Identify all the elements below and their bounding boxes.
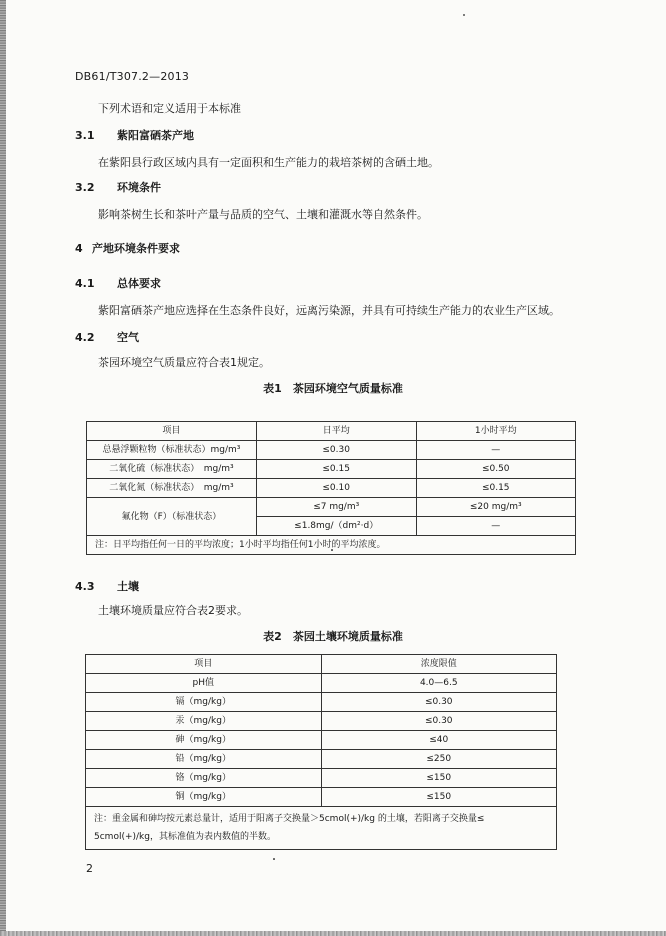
table-2-note-line-1: 注：重金属和砷均按元素总量计，适用于阳离子交换量＞5cmol(+)/kg 的土壤，若阳离子交换量≤ <box>94 814 485 824</box>
scanner-edge-bottom <box>0 931 666 936</box>
section-3-1-number: 3.1 <box>75 129 95 142</box>
table-2-caption: 表2 茶园土壤环境质量标准 <box>263 630 403 643</box>
table-cell: 二氧化氮（标准状态） mg/m³ <box>87 479 257 498</box>
table-2-note-line-2: 5cmol(+)/kg，其标准值为表内数值的半数。 <box>94 832 276 842</box>
section-4-3-title: 土壤 <box>117 580 139 593</box>
table-cell: ≤0.50 <box>416 460 575 479</box>
table-cell: 汞（mg/kg） <box>86 712 322 731</box>
table-1-caption: 表1 茶园环境空气质量标准 <box>263 382 403 395</box>
table-cell: 砷（mg/kg） <box>86 731 322 750</box>
table-cell: ≤0.30 <box>321 693 556 712</box>
table-cell: 总悬浮颗粒物（标准状态）mg/m³ <box>87 441 257 460</box>
table-header-row <box>87 422 576 441</box>
table-header-cell: 1小时平均 <box>416 422 575 441</box>
table-cell-fluoride: 氟化物（F）（标准状态） <box>87 498 257 536</box>
table-row <box>86 769 557 788</box>
table-cell: ≤0.10 <box>256 479 416 498</box>
table-1-note: 注：日平均指任何一日的平均浓度；1小时平均指任何1小时的平均浓度。 <box>87 536 576 555</box>
table-cell: — <box>416 517 575 536</box>
table-header-row <box>86 655 557 674</box>
table-cell: ≤0.15 <box>256 460 416 479</box>
table-row <box>87 498 576 517</box>
table-row <box>87 479 576 498</box>
table-header-cell: 日平均 <box>256 422 416 441</box>
table-note-row <box>86 807 557 850</box>
section-3-2-body: 影响茶树生长和茶叶产量与品质的空气、土壤和灌溉水等自然条件。 <box>98 208 428 221</box>
page-number: 2 <box>86 862 93 875</box>
table-header-cell: 项目 <box>86 655 322 674</box>
table-row <box>86 674 557 693</box>
table-cell: ≤40 <box>321 731 556 750</box>
section-4-1-body: 紫阳富硒茶产地应选择在生态条件良好，远离污染源，并具有可持续生产能力的农业生产区域。 <box>98 304 560 317</box>
table-note-row <box>87 536 576 555</box>
table-row <box>86 712 557 731</box>
table-cell: pH值 <box>86 674 322 693</box>
table-cell: 铜（mg/kg） <box>86 788 322 807</box>
table-row <box>87 460 576 479</box>
scanner-edge-left <box>0 0 6 936</box>
table-header-cell: 浓度限值 <box>321 655 556 674</box>
intro-text: 下列术语和定义适用于本标准 <box>98 102 241 115</box>
scan-speck <box>273 858 275 860</box>
section-3-1-body: 在紫阳县行政区域内具有一定面积和生产能力的栽培茶树的含硒土地。 <box>98 156 439 169</box>
table-row <box>86 750 557 769</box>
document-code: DB61/T307.2—2013 <box>75 70 190 83</box>
section-3-2-number: 3.2 <box>75 181 95 194</box>
table-cell: ≤0.15 <box>416 479 575 498</box>
table-cell: ≤0.30 <box>321 712 556 731</box>
section-4-title: 产地环境条件要求 <box>92 242 180 255</box>
table-cell: — <box>416 441 575 460</box>
section-4-2-body: 茶园环境空气质量应符合表1规定。 <box>98 356 270 369</box>
table-row <box>87 441 576 460</box>
table-cell: 铬（mg/kg） <box>86 769 322 788</box>
table-cell: ≤7 mg/m³ <box>256 498 416 517</box>
section-4-3-number: 4.3 <box>75 580 95 593</box>
table-cell: ≤150 <box>321 788 556 807</box>
table-row <box>86 693 557 712</box>
table-cell: ≤250 <box>321 750 556 769</box>
table-cell: ≤150 <box>321 769 556 788</box>
table-cell: 二氧化硫（标准状态） mg/m³ <box>87 460 257 479</box>
table-2-soil-quality <box>85 654 557 850</box>
table-1-air-quality <box>86 421 576 555</box>
table-2-note <box>86 807 557 850</box>
section-4-2-title: 空气 <box>117 331 139 344</box>
section-4-1-title: 总体要求 <box>117 277 161 290</box>
section-4-1-number: 4.1 <box>75 277 95 290</box>
section-4-3-body: 土壤环境质量应符合表2要求。 <box>98 604 248 617</box>
table-cell: ≤20 mg/m³ <box>416 498 575 517</box>
table-row <box>86 788 557 807</box>
scan-speck <box>463 14 465 16</box>
table-cell: ≤0.30 <box>256 441 416 460</box>
section-3-1-title: 紫阳富硒茶产地 <box>117 129 194 142</box>
table-cell: ≤1.8mg/（dm²·d） <box>256 517 416 536</box>
section-3-2-title: 环境条件 <box>117 181 161 194</box>
section-4-number: 4 <box>75 242 83 255</box>
section-4-2-number: 4.2 <box>75 331 95 344</box>
table-cell: 镉（mg/kg） <box>86 693 322 712</box>
table-cell: 4.0—6.5 <box>321 674 556 693</box>
table-row <box>86 731 557 750</box>
table-cell: 铅（mg/kg） <box>86 750 322 769</box>
table-header-cell: 项目 <box>87 422 257 441</box>
